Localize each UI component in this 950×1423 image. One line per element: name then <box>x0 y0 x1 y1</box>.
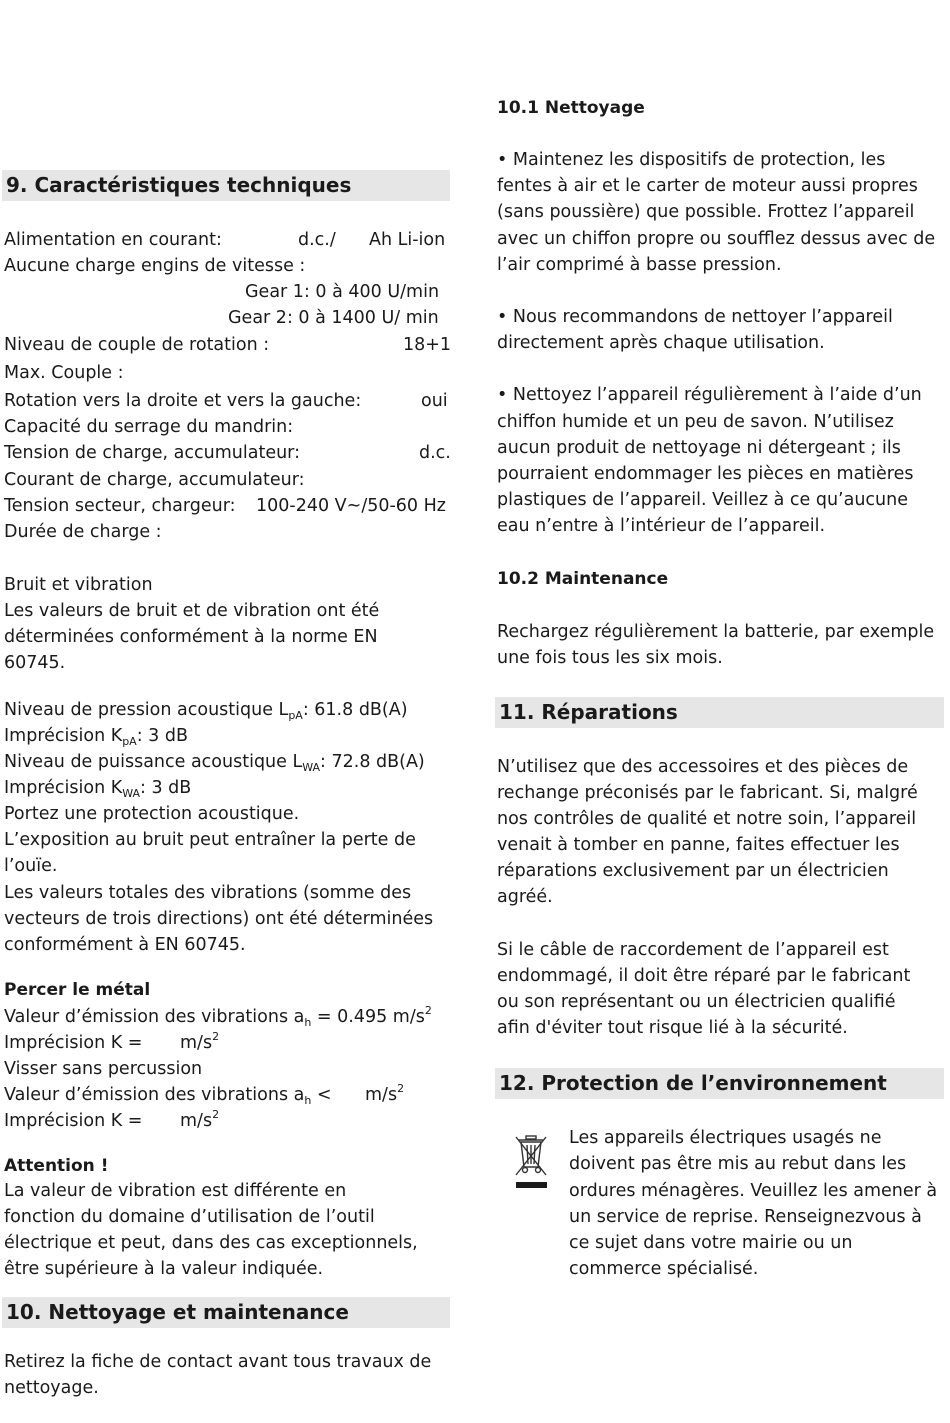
sound-pressure-line <box>4 697 408 723</box>
metal-drilling-heading: Percer le métal <box>4 980 151 1000</box>
environment-text-2: doivent pas être mis au rebut dans les <box>569 1154 907 1174</box>
uncertainty-k2-unit <box>180 1108 219 1134</box>
repairs-text-10: afin d'éviter tout risque lié à la sécurité. <box>497 1018 848 1038</box>
cleaning-text-2: fentes à air et le carter de moteur aussi propres <box>497 176 918 196</box>
repairs-text-3: nos contrôles de qualité et notre soin, l’appareil <box>497 809 917 829</box>
spec-no-load-label: Aucune charge engins de vitesse : <box>4 256 306 276</box>
spec-rotation-value: oui <box>421 391 448 411</box>
repairs-text-1: N’utilisez que des accessoires et des pièces de <box>497 757 909 777</box>
repairs-text-9: ou son représentant ou un électricien qualifié <box>497 992 896 1012</box>
environment-text-6: commerce spécialisé. <box>569 1259 759 1279</box>
environment-text-1: Les appareils électriques usagés ne <box>569 1128 882 1148</box>
uncertainty-kwa-line <box>4 775 191 801</box>
section-10-heading: 10. Nettoyage et maintenance <box>2 1297 450 1328</box>
section-10-text-2: nettoyage. <box>4 1378 99 1398</box>
vibration-text-3: conformément à EN 60745. <box>4 935 246 955</box>
attention-text-1: La valeur de vibration est différente en <box>4 1181 347 1201</box>
spec-torque-value: 18+1 <box>403 335 452 355</box>
sound-pressure-value: : 61.8 dB(A) <box>302 700 408 720</box>
sound-pressure-sub: pA <box>288 709 303 722</box>
crossed-out-wheelie-bin-icon <box>512 1133 550 1193</box>
uncertainty-kpa-value: : 3 dB <box>136 726 188 746</box>
maintenance-text-2: une fois tous les six mois. <box>497 648 723 668</box>
spec-power-label: Alimentation en courant: <box>4 230 222 250</box>
cleaning-text-1: • Maintenez les dispositifs de protection, les <box>497 150 886 170</box>
cleaning-text-8: • Nettoyez l’appareil régulièrement à l’aide d’un <box>497 385 922 405</box>
vibration-emission-2-label: Valeur d’émission des vibrations a <box>4 1085 305 1105</box>
vibration-text-2: vecteurs de trois directions) ont été déterminées <box>4 909 434 929</box>
sound-power-sub: WA <box>302 761 321 774</box>
sound-pressure-label: Niveau de pression acoustique L <box>4 700 289 720</box>
spec-chuck-label: Capacité du serrage du mandrin: <box>4 417 294 437</box>
sound-power-line <box>4 749 425 775</box>
section-11-heading: 11. Réparations <box>495 697 944 728</box>
repairs-text-7: Si le câble de raccordement de l’appareil est <box>497 940 889 960</box>
vibration-emission-1-sup: 2 <box>424 1004 432 1017</box>
exposure-text-2: l’ouïe. <box>4 856 58 876</box>
spec-charge-voltage-label: Tension de charge, accumulateur: <box>4 443 300 463</box>
repairs-text-6: agréé. <box>497 887 553 907</box>
cleaning-text-6: • Nous recommandons de nettoyer l’appareil <box>497 307 893 327</box>
vibration-emission-2-line <box>4 1082 332 1108</box>
spec-charge-current-label: Courant de charge, accumulateur: <box>4 470 305 490</box>
uncertainty-kpa-sub: pA <box>122 735 137 748</box>
cleaning-text-4: avec un chiffon propre ou soufflez dessus avec de <box>497 229 936 249</box>
hearing-protection-text: Portez une protection acoustique. <box>4 804 300 824</box>
spec-torque-label: Niveau de couple de rotation : <box>4 335 270 355</box>
attention-text-3: électrique et peut, dans des cas exceptionnels, <box>4 1233 418 1253</box>
noise-text-2: déterminées conformément à la norme EN <box>4 627 378 647</box>
attention-text-4: être supérieure à la valeur indiquée. <box>4 1259 324 1279</box>
vibration-emission-1-label: Valeur d’émission des vibrations a <box>4 1007 305 1027</box>
cleaning-text-5: l’air comprimé à basse pression. <box>497 255 782 275</box>
spec-power-dc: d.c./ <box>298 230 336 250</box>
vibration-emission-2-sup: 2 <box>397 1082 405 1095</box>
uncertainty-k2-label: Imprécision K = <box>4 1111 143 1131</box>
attention-text-2: fonction du domaine d’utilisation de l’outil <box>4 1207 375 1227</box>
spec-charge-time-label: Durée de charge : <box>4 522 162 542</box>
uncertainty-k2-sup: 2 <box>212 1108 220 1121</box>
cleaning-text-11: pourraient endommager les pièces en matières <box>497 464 914 484</box>
maintenance-text-1: Rechargez régulièrement la batterie, par exemple <box>497 622 935 642</box>
spec-gear-1: Gear 1: 0 à 400 U/min <box>245 282 440 302</box>
uncertainty-k1-sup: 2 <box>212 1030 220 1043</box>
section-12-heading: 12. Protection de l’environnement <box>495 1068 944 1099</box>
sound-power-value: : 72.8 dB(A) <box>320 752 425 772</box>
cleaning-text-9: chiffon humide et un peu de savon. N’utilisez <box>497 412 894 432</box>
noise-text-1: Les valeurs de bruit et de vibration ont été <box>4 601 380 621</box>
environment-text-5: ce sujet dans votre mairie ou un <box>569 1233 853 1253</box>
vibration-text-1: Les valeurs totales des vibrations (somme des <box>4 883 412 903</box>
cleaning-text-13: eau n’entre à l’intérieur de l’appareil. <box>497 516 826 536</box>
spec-power-ah: Ah Li-ion <box>369 230 446 250</box>
attention-heading: Attention ! <box>4 1156 109 1176</box>
section-10-1-heading: 10.1 Nettoyage <box>497 98 645 118</box>
spec-gear-2: Gear 2: 0 à 1400 U/ min <box>228 308 439 328</box>
cleaning-text-7: directement après chaque utilisation. <box>497 333 825 353</box>
environment-text-3: ordures ménagères. Veuillez les amener à <box>569 1181 938 1201</box>
vibration-emission-1-sub: h <box>304 1016 312 1029</box>
screwing-text: Visser sans percussion <box>4 1059 203 1079</box>
vibration-emission-2-unit <box>365 1082 404 1108</box>
repairs-text-8: endommagé, il doit être réparé par le fabricant <box>497 966 911 986</box>
uncertainty-k1-unit-text: m/s <box>180 1033 213 1053</box>
spec-mains-value: 100-240 V~/50-60 Hz <box>256 496 446 516</box>
cleaning-text-3: (sans poussière) que possible. Frottez l’appareil <box>497 202 915 222</box>
vibration-emission-1-line <box>4 1004 432 1030</box>
section-9-heading: 9. Caractéristiques techniques <box>2 170 450 201</box>
section-10-2-heading: 10.2 Maintenance <box>497 569 669 589</box>
spec-max-torque: Max. Couple : <box>4 363 124 383</box>
exposure-text-1: L’exposition au bruit peut entraîner la perte de <box>4 830 416 850</box>
spec-mains-label: Tension secteur, chargeur: <box>4 496 236 516</box>
repairs-text-5: réparations exclusivement par un électricien <box>497 861 889 881</box>
cleaning-text-10: aucun produit de nettoyage ni détergeant ; ils <box>497 438 901 458</box>
uncertainty-k1-unit <box>180 1030 219 1056</box>
vibration-emission-2-sub: h <box>304 1094 312 1107</box>
sound-power-label: Niveau de puissance acoustique L <box>4 752 303 772</box>
spec-rotation-label: Rotation vers la droite et vers la gauche: <box>4 391 362 411</box>
cleaning-text-12: plastiques de l’appareil. Veillez à ce qu’aucune <box>497 490 909 510</box>
environment-text-4: un service de reprise. Renseignezvous à <box>569 1207 922 1227</box>
repairs-text-4: venait à tomber en panne, faites effectuer les <box>497 835 900 855</box>
uncertainty-kpa-line <box>4 723 188 749</box>
uncertainty-k2-unit-text: m/s <box>180 1111 213 1131</box>
vibration-emission-2-op: < <box>311 1085 332 1105</box>
section-10-text-1: Retirez la fiche de contact avant tous travaux de <box>4 1352 432 1372</box>
vibration-emission-1-value: = 0.495 m/s <box>311 1007 425 1027</box>
uncertainty-kpa-label: Imprécision K <box>4 726 123 746</box>
uncertainty-kwa-value: : 3 dB <box>140 778 192 798</box>
uncertainty-kwa-sub: WA <box>122 787 141 800</box>
repairs-text-2: rechange préconisés par le fabricant. Si, malgré <box>497 783 918 803</box>
noise-text-3: 60745. <box>4 653 66 673</box>
vibration-emission-2-unit-text: m/s <box>365 1085 398 1105</box>
uncertainty-k1-label: Imprécision K = <box>4 1033 143 1053</box>
noise-title: Bruit et vibration <box>4 575 153 595</box>
spec-charge-voltage-value: d.c. <box>419 443 451 463</box>
uncertainty-kwa-label: Imprécision K <box>4 778 123 798</box>
